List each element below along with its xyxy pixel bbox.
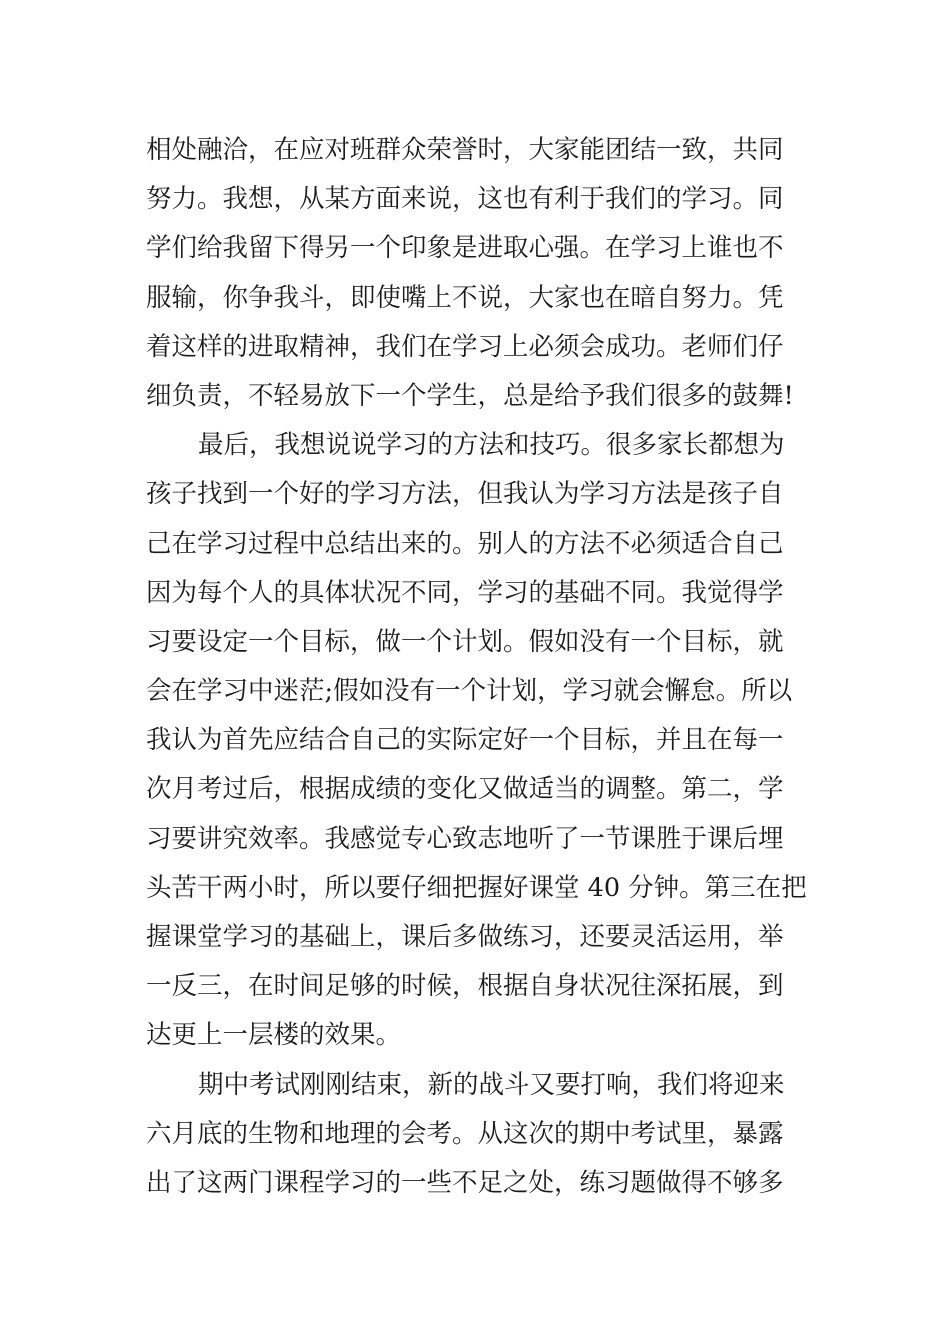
text-line: 着这样的进取精神，我们在学习上必须会成功。老师们仔 [146, 331, 784, 362]
text-line: 努力。我想，从某方面来说，这也有利于我们的学习。同 [146, 184, 784, 215]
text-line: 会在学习中迷茫;假如没有一个计划，学习就会懈怠。所以 [146, 676, 793, 707]
text-line: 习要设定一个目标，做一个计划。假如没有一个目标，就 [146, 626, 784, 657]
paragraph-start-line: 最后，我想说说学习的方法和技巧。很多家长都想为 [198, 430, 785, 461]
text-line: 握课堂学习的基础上，课后多做练习，还要灵活运用，举 [146, 922, 784, 952]
text-line: 服输，你争我斗，即使嘴上不说，大家也在暗自努力。凭 [146, 282, 784, 313]
text-line: 学们给我留下得另一个印象是进取心强。在学习上谁也不 [146, 233, 784, 264]
text-line: 六月底的生物和地理的会考。从这次的期中考试里，暴露 [146, 1118, 784, 1149]
text-line: 一反三，在时间足够的时候，根据自身状况往深拓展，到 [146, 971, 784, 1002]
text-line: 头苦干两小时，所以要仔细把握好课堂 40 分钟。第三在把 [146, 872, 807, 903]
text-line: 达更上一层楼的效果。 [146, 1020, 402, 1051]
document-body [146, 126, 816, 1208]
text-line: 出了这两门课程学习的一些不足之处，练习题做得不够多 [146, 1167, 784, 1198]
text-line: 次月考过后，根据成绩的变化又做适当的调整。第二，学 [146, 774, 784, 805]
text-line: 孩子找到一个好的学习方法，但我认为学习方法是孩子自 [146, 479, 784, 510]
paragraph-start-line: 期中考试刚刚结束，新的战斗又要打响，我们将迎来 [198, 1069, 785, 1100]
text-line: 因为每个人的具体状况不同，学习的基础不同。我觉得学 [146, 577, 784, 608]
text-line: 相处融洽，在应对班群众荣誉时，大家能团结一致，共同 [146, 135, 784, 165]
text-line: 我认为首先应结合自己的实际定好一个目标，并且在每一 [146, 725, 784, 756]
text-line: 己在学习过程中总结出来的。别人的方法不必须适合自己 [146, 528, 784, 559]
text-line: 习要讲究效率。我感觉专心致志地听了一节课胜于课后埋 [146, 823, 784, 854]
text-line: 细负责，不轻易放下一个学生，总是给予我们很多的鼓舞! [146, 380, 794, 411]
